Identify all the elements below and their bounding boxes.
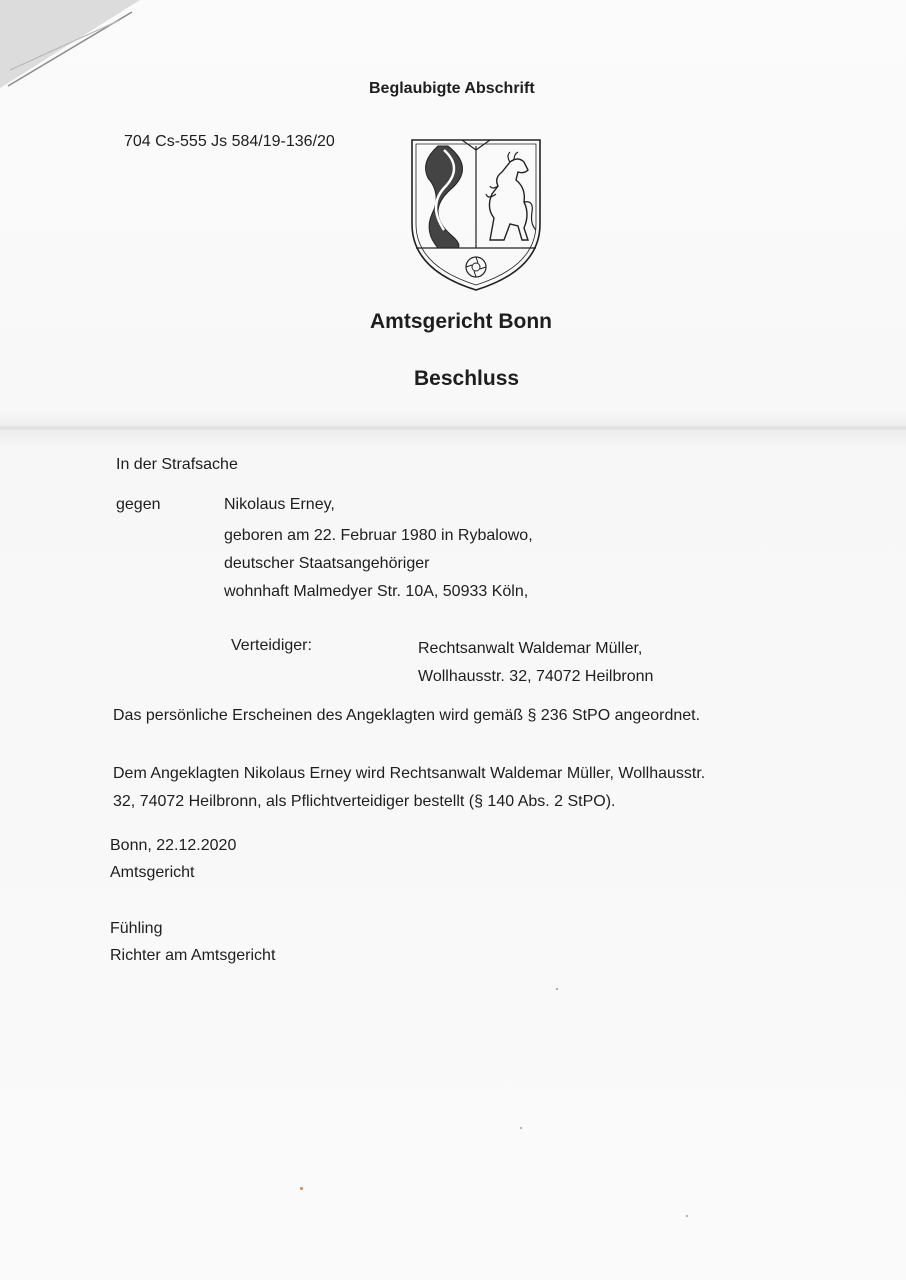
certified-copy-heading: Beglaubigte Abschrift — [369, 80, 535, 97]
decision-type: Beschluss — [414, 367, 520, 390]
case-number: 704 Cs-555 Js 584/19-136/20 — [124, 133, 335, 150]
defender-line: Rechtsanwalt Waldemar Müller, — [418, 640, 643, 657]
against-label: gegen — [116, 496, 161, 513]
court-name: Amtsgericht Bonn — [370, 310, 553, 333]
paper-fold-crease — [0, 425, 906, 431]
ruling-paragraph-line: Dem Angeklagten Nikolaus Erney wird Rechtsanwalt Waldemar Müller, Wollhausstr. — [113, 765, 706, 782]
defender-label: Verteidiger: — [231, 637, 312, 654]
place-date: Bonn, 22.12.2020 — [110, 837, 237, 854]
paper-speck — [686, 1215, 688, 1217]
folded-corner — [0, 0, 140, 90]
ruling-paragraph-line: 32, 74072 Heilbronn, als Pflichtverteidiger bestellt (§ 140 Abs. 2 StPO). — [113, 793, 616, 810]
ruling-paragraph: Das persönliche Erscheinen des Angeklagten wird gemäß § 236 StPO angeordnet. — [113, 707, 701, 724]
defendant-line: geboren am 22. Februar 1980 in Rybalowo, — [224, 527, 533, 544]
nrw-coat-of-arms-icon — [398, 128, 554, 296]
paper-speck — [556, 988, 558, 990]
judge-title: Richter am Amtsgericht — [110, 947, 276, 964]
issuing-court: Amtsgericht — [110, 864, 195, 881]
judge-name: Fühling — [110, 920, 163, 937]
defendant-line: deutscher Staatsangehöriger — [224, 555, 430, 572]
defender-line: Wollhausstr. 32, 74072 Heilbronn — [418, 668, 654, 685]
paper-speck — [300, 1187, 303, 1190]
paper-speck — [520, 1127, 522, 1129]
defendant-line: wohnhaft Malmedyer Str. 10A, 50933 Köln, — [224, 583, 529, 600]
case-intro: In der Strafsache — [116, 456, 238, 473]
defendant-line: Nikolaus Erney, — [224, 496, 335, 513]
